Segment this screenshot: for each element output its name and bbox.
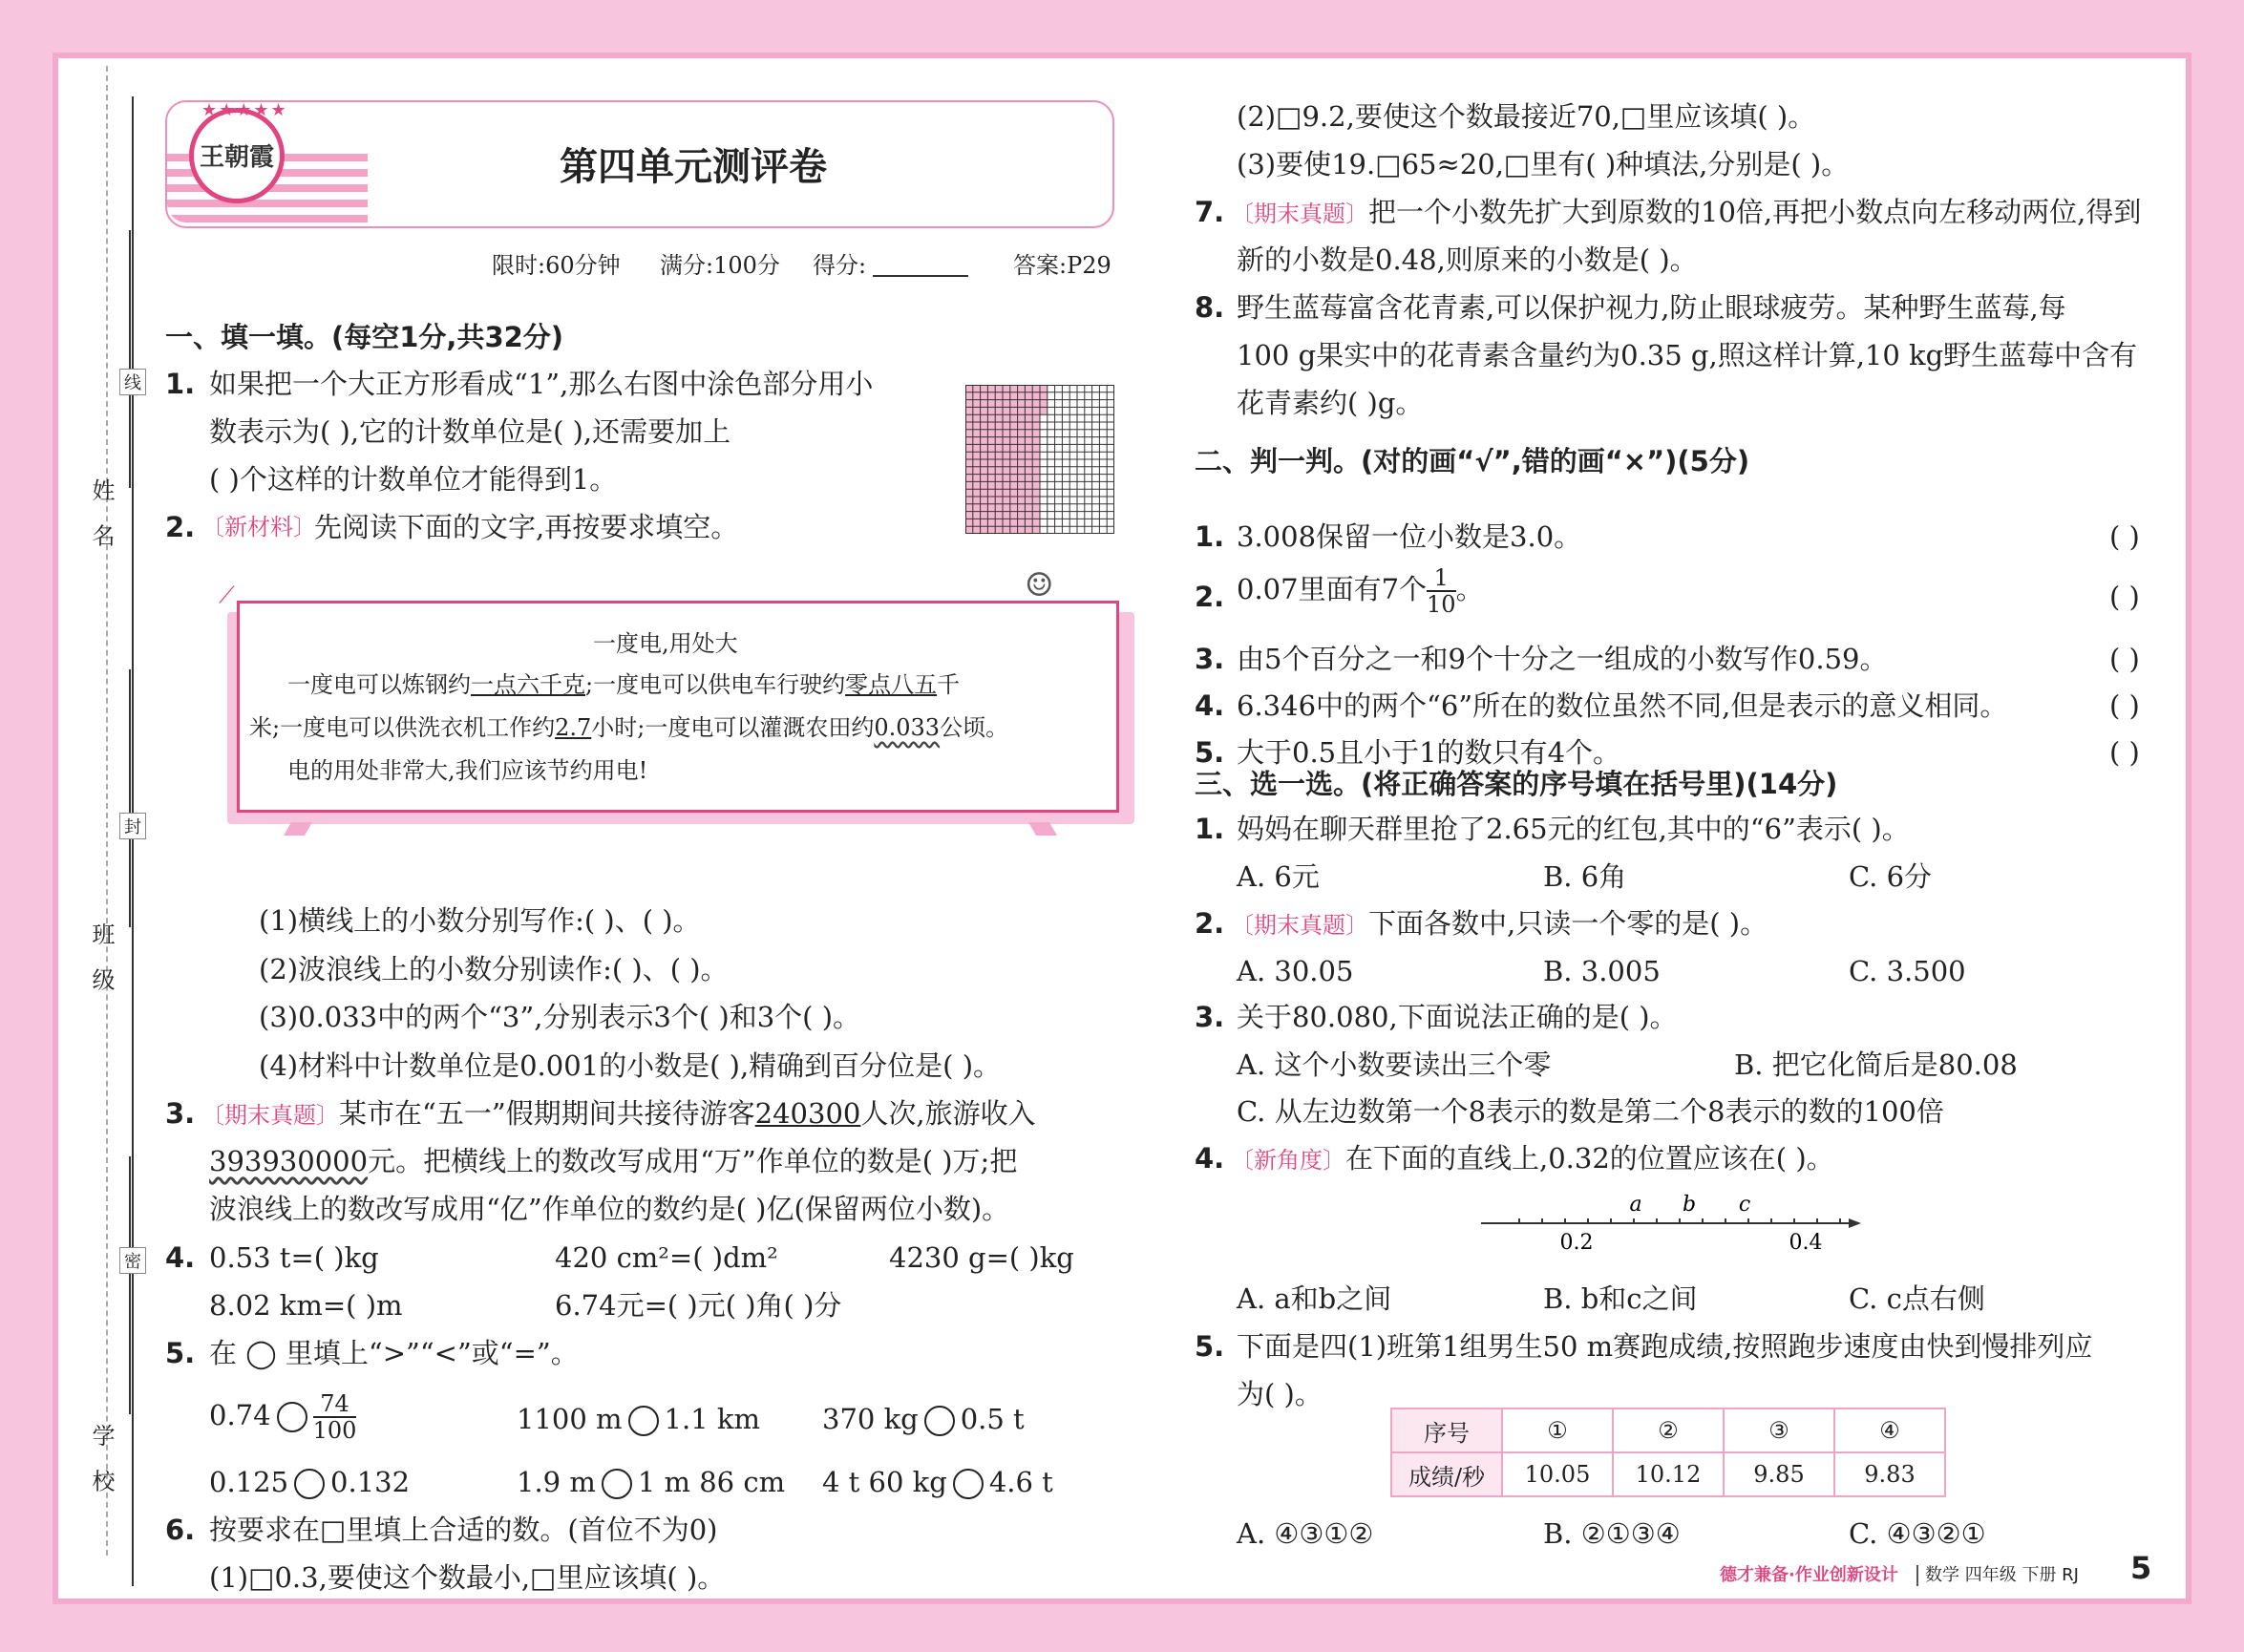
judge-item-text: 3.008保留一位小数是3.0。 <box>1237 520 1582 553</box>
q4-a[interactable]: 0.53 t=( )kg <box>209 1241 379 1274</box>
s3-q5-option-a[interactable]: A. ④③①② <box>1237 1517 1374 1550</box>
binding-class-field[interactable] <box>106 669 131 927</box>
table-cell-2: 10.12 <box>1613 1452 1724 1496</box>
s3-q4-stem: 在下面的直线上,0.32的位置应该在( )。 <box>1345 1142 1834 1175</box>
s3-q2-number: 2. <box>1195 907 1225 940</box>
s3-q4-option-c[interactable]: C. c点右侧 <box>1849 1282 1985 1315</box>
q5-c1-num: 74 <box>313 1391 357 1418</box>
footer-brand: 德才兼备·作业创新设计 <box>1720 1565 1898 1585</box>
table-header-id: 序号 <box>1391 1408 1502 1452</box>
q5-c5-circle[interactable] <box>602 1469 632 1499</box>
q5-c3-left: 370 kg <box>822 1403 919 1435</box>
nl-label-c: c <box>1738 1193 1751 1217</box>
s3-q1-number: 1. <box>1195 813 1225 845</box>
q1-line3[interactable]: ( )个这样的计数单位才能得到1。 <box>209 463 618 496</box>
page-number: 5 <box>2130 1550 2152 1586</box>
q4-e[interactable]: 6.74元=( )元( )角( )分 <box>555 1289 842 1322</box>
footer-subject: 数学 四年级 下册 RJ <box>1925 1565 2079 1585</box>
judge-item-tail: 。 <box>1455 573 1484 605</box>
q3-l2a: 393930000 <box>209 1145 369 1177</box>
q5-c4-circle[interactable] <box>294 1469 325 1499</box>
s3-q1-option-b[interactable]: B. 6角 <box>1543 860 1627 893</box>
page-title: 第四单元测评卷 <box>560 145 827 189</box>
binding-name-field[interactable] <box>106 230 131 488</box>
binding-mark-feng: 封 <box>119 813 146 839</box>
q3-l1b: 240300 <box>754 1097 861 1130</box>
q6-line1: 按要求在□里填上合适的数。(首位不为0) <box>209 1514 718 1546</box>
q8-line2: 100 g果实中的花青素含量约为0.35 g,照这样计算,10 kg野生蓝莓中含有 <box>1237 339 2138 371</box>
judge-item-number: 1. <box>1195 520 1225 553</box>
s3-q1-option-c[interactable]: C. 6分 <box>1849 860 1933 893</box>
q5-c6-circle[interactable] <box>953 1469 984 1499</box>
q5-c2-left: 1100 m <box>517 1403 623 1435</box>
binding-school-label: 学 校 <box>88 1424 115 1500</box>
q5-c2-right: 1.1 km <box>664 1403 760 1435</box>
q5-compare4 <box>209 1464 410 1500</box>
info-answer: 答案:P29 <box>1013 252 1111 279</box>
judge-item-text: 6.346中的两个“6”所在的数位虽然不同,但是表示的意义相同。 <box>1237 689 2008 722</box>
s3-q2-option-a[interactable]: A. 30.05 <box>1237 955 1354 987</box>
q8-line1: 野生蓝莓富含花青素,可以保护视力,防止眼球疲劳。某种野生蓝莓,每 <box>1237 291 2066 324</box>
card-sparkle-icon: ⟋ <box>219 582 235 608</box>
q8-number: 8. <box>1195 291 1225 324</box>
card-title: 一度电,用处大 <box>593 630 738 657</box>
q3-number: 3. <box>165 1097 196 1130</box>
q5-c5-right: 1 m 86 cm <box>637 1466 786 1498</box>
judge-answer-paren[interactable]: ( ) <box>2109 581 2140 613</box>
s3-q3-option-a[interactable]: A. 这个小数要读出三个零 <box>1237 1048 1552 1081</box>
judge-item-stem: 0.07里面有7个 <box>1237 573 1428 605</box>
fraction-numerator: 1 <box>1427 565 1456 592</box>
info-get: 得分: <box>813 252 867 279</box>
judge-item-text: 由5个百分之一和9个十分之一组成的小数写作0.59。 <box>1237 643 1888 675</box>
nl-label-b: b <box>1682 1193 1697 1217</box>
card-l1c: ;一度电可以供电车行驶约 <box>585 671 846 698</box>
q6-sub1[interactable]: (1)□0.3,要使这个数最小,□里应该填( )。 <box>209 1561 726 1594</box>
section3-heading: 三、选一选。(将正确答案的序号填在括号里)(14分) <box>1195 768 1838 800</box>
table-header-4: ④ <box>1834 1408 1945 1452</box>
number-line-arrow-icon <box>1849 1218 1861 1228</box>
table-row-label: 成绩/秒 <box>1391 1452 1502 1496</box>
q1-line2[interactable]: 数表示为( ),它的计数单位是( ),还需要加上 <box>209 415 731 448</box>
q7-l1: 把一个小数先扩大到原数的10倍,再把小数点向左移动两位,得到 <box>1368 196 2142 228</box>
binding-mark-xian: 线 <box>119 369 146 395</box>
q5-c2-circle[interactable] <box>628 1406 659 1436</box>
q2-sub2[interactable]: (2)波浪线上的小数分别读作:( )、( )。 <box>259 953 729 985</box>
s3-q5-number: 5. <box>1195 1330 1225 1363</box>
q1-grid-svg <box>965 385 1114 534</box>
table-header-3: ③ <box>1724 1408 1834 1452</box>
nl-tick-02: 0.2 <box>1559 1231 1594 1255</box>
s3-q3-number: 3. <box>1195 1001 1225 1033</box>
binding-school-field[interactable] <box>106 1156 131 1414</box>
q4-d[interactable]: 8.02 km=( )m <box>209 1289 403 1322</box>
q3-line1 <box>201 1095 1036 1133</box>
q8-line3[interactable]: 花青素约( )g。 <box>1237 387 1424 419</box>
alien-mascot-icon: ☺ <box>1025 566 1054 604</box>
nl-tick-04: 0.4 <box>1789 1231 1823 1255</box>
judge-item-fraction <box>1427 565 1456 617</box>
q4-b[interactable]: 420 cm²=( )dm² <box>555 1241 778 1274</box>
card-l2e: 公顷。 <box>940 714 1009 741</box>
judge-answer-paren[interactable]: ( ) <box>2109 689 2140 722</box>
s3-q3-text[interactable]: 关于80.080,下面说法正确的是( )。 <box>1237 1001 1678 1033</box>
nl-label-a: a <box>1629 1193 1642 1217</box>
s3-q5-option-c[interactable]: C. ④③②① <box>1849 1517 1986 1550</box>
card-l2d: 0.033 <box>874 714 941 741</box>
q5-line1: 在 ◯ 里填上“>”“<”或“=”。 <box>209 1337 579 1369</box>
q6-number: 6. <box>165 1514 196 1546</box>
s3-q3-option-c[interactable]: C. 从左边数第一个8表示的数是第二个8表示的数的100倍 <box>1237 1095 1944 1128</box>
fraction-denominator: 10 <box>1427 591 1456 618</box>
judge-item-number: 3. <box>1195 643 1225 675</box>
judge-answer-paren[interactable]: ( ) <box>2109 736 2140 769</box>
q7-number: 7. <box>1195 196 1225 228</box>
q4-c[interactable]: 4230 g=( )kg <box>889 1241 1074 1274</box>
judge-answer-paren[interactable]: ( ) <box>2109 520 2140 553</box>
binding-name-label: 姓 名 <box>88 478 115 555</box>
card-line2 <box>249 710 1008 746</box>
s3-q1-text[interactable]: 妈妈在聊天群里抢了2.65元的红包,其中的“6”表示( )。 <box>1237 813 1910 845</box>
s3-q5-line1: 下面是四(1)班第1组男生50 m赛跑成绩,按照跑步速度由快到慢排列应 <box>1237 1330 2093 1363</box>
q3-tag: 〔期末真题〕 <box>201 1102 339 1129</box>
worksheet-page <box>53 53 2191 1604</box>
q5-c3-circle[interactable] <box>924 1406 955 1436</box>
q3-l2b: 元。把横线上的数改写成用“万”作单位的数是( )万;把 <box>368 1145 1018 1177</box>
q5-c6-left: 4 t 60 kg <box>822 1466 947 1498</box>
score-blank[interactable] <box>873 275 968 277</box>
number-line-svg <box>1481 1190 1863 1266</box>
table-cell-1: 10.05 <box>1502 1452 1613 1496</box>
binding-class-label: 班 级 <box>88 922 115 999</box>
card-l2b: 2.7 <box>555 714 592 741</box>
q2-sub3[interactable]: (3)0.033中的两个“3”,分别表示3个( )和3个( )。 <box>259 1001 861 1033</box>
card-l2c: 小时;一度电可以灌溉农田约 <box>591 714 875 741</box>
logo-badge <box>189 108 285 203</box>
q7-tag: 〔期末真题〕 <box>1231 201 1368 227</box>
info-score: 满分:100分 <box>660 252 780 279</box>
q5-c5-left: 1.9 m <box>517 1466 596 1498</box>
card-line3: 电的用处非常大,我们应该节约用电! <box>287 757 648 784</box>
s3-q2-option-b[interactable]: B. 3.005 <box>1543 955 1661 987</box>
card-line1 <box>287 667 960 703</box>
table-cell-4: 9.83 <box>1834 1452 1945 1496</box>
q5-c1-left: 0.74 <box>209 1399 271 1431</box>
q1-grid-figure <box>965 385 1114 538</box>
q2-sub4[interactable]: (4)材料中计数单位是0.001的小数是( ),精确到百分位是( )。 <box>259 1049 1002 1082</box>
footer-divider <box>1916 1565 1918 1586</box>
q5-compare2 <box>517 1401 760 1437</box>
judge-item-text: 大于0.5且小于1的数只有4个。 <box>1237 736 1621 769</box>
card-l2a: 米;一度电可以供洗衣机工作约 <box>249 714 556 741</box>
binding-mark-mi: 密 <box>119 1247 146 1274</box>
s3-q2-stem: 下面各数中,只读一个零的是( )。 <box>1368 907 1768 940</box>
card-l1b: 一点六千克 <box>471 671 585 698</box>
results-table <box>1390 1408 1946 1497</box>
table-header-1: ① <box>1502 1408 1613 1452</box>
q5-compare3 <box>822 1401 1025 1437</box>
q7-line1 <box>1231 194 2141 232</box>
q5-compare5 <box>517 1464 785 1500</box>
q6-sub2[interactable]: (2)□9.2,要使这个数最接近70,□里应该填( )。 <box>1237 100 1816 133</box>
q5-c3-right: 0.5 t <box>960 1403 1025 1435</box>
s3-q5-line2[interactable]: 为( )。 <box>1237 1378 1323 1410</box>
s3-q4-option-a[interactable]: A. a和b之间 <box>1237 1282 1392 1315</box>
q2-sub1[interactable]: (1)横线上的小数分别写作:( )、( )。 <box>259 904 701 937</box>
q5-c6-right: 4.6 t <box>988 1466 1053 1498</box>
q5-compare6 <box>822 1464 1053 1500</box>
s3-q2-text[interactable] <box>1231 905 1768 943</box>
q4-number: 4. <box>165 1241 196 1274</box>
s3-q4-option-b[interactable]: B. b和c之间 <box>1543 1282 1698 1315</box>
card-l1a: 一度电可以炼钢约 <box>287 671 471 698</box>
q1-line1: 如果把一个大正方形看成“1”,那么右图中涂色部分用小 <box>209 368 874 400</box>
card-l1d: 零点八五 <box>845 671 938 698</box>
binding-bar <box>132 96 134 1586</box>
q3-l1c: 人次,旅游收入 <box>860 1097 1036 1130</box>
judge-answer-paren[interactable]: ( ) <box>2109 643 2140 675</box>
s3-q2-tag: 〔期末真题〕 <box>1231 912 1368 939</box>
q5-c1-den: 100 <box>312 1417 357 1444</box>
q2-line1: 先阅读下面的文字,再按要求填空。 <box>314 511 739 543</box>
number-line-figure <box>1481 1190 1863 1270</box>
logo-text: 王朝霞 <box>199 143 274 172</box>
table-cell-3: 9.85 <box>1724 1452 1834 1496</box>
card-leg-left <box>284 822 312 836</box>
q3-line3[interactable]: 波浪线上的数改写成用“亿”作单位的数约是( )亿(保留两位小数)。 <box>209 1193 1010 1225</box>
judge-item-number: 4. <box>1195 689 1225 722</box>
s3-q4-number: 4. <box>1195 1142 1225 1175</box>
info-time: 限时:60分钟 <box>492 252 621 279</box>
q3-line2[interactable] <box>209 1143 1017 1179</box>
q6-sub3[interactable]: (3)要使19.□65≈20,□里有( )种填法,分别是( )。 <box>1237 148 1850 180</box>
q7-line2[interactable]: 新的小数是0.48,则原来的小数是( )。 <box>1237 244 1698 276</box>
q5-c4-left: 0.125 <box>209 1466 289 1498</box>
s3-q2-option-c[interactable]: C. 3.500 <box>1849 955 1966 987</box>
q5-c1-circle[interactable] <box>277 1402 307 1432</box>
q1-number: 1. <box>165 368 196 400</box>
section1-heading: 一、填一填。(每空1分,共32分) <box>165 321 564 353</box>
judge-item-number: 5. <box>1195 736 1225 769</box>
s3-q5-option-b[interactable]: B. ②①③④ <box>1543 1517 1681 1550</box>
q5-compare1 <box>209 1391 356 1443</box>
q5-number: 5. <box>165 1337 196 1369</box>
s3-q4-tag: 〔新角度〕 <box>1231 1147 1345 1174</box>
s3-q4-text[interactable] <box>1231 1140 1834 1178</box>
judge-item-text <box>1237 565 1484 617</box>
section2-heading: 二、判一判。(对的画“√”,错的画“×”)(5分) <box>1195 445 1750 477</box>
judge-item-number: 2. <box>1195 581 1225 613</box>
q2-number: 2. <box>165 511 196 543</box>
q3-l1a: 某市在“五一”假期期间共接待游客 <box>339 1097 755 1130</box>
card-leg-right <box>1028 822 1057 836</box>
card-l1e: 千 <box>937 671 961 698</box>
s3-q1-option-a[interactable]: A. 6元 <box>1237 860 1320 893</box>
s3-q3-option-b[interactable]: B. 把它化简后是80.08 <box>1734 1048 2018 1081</box>
q5-c4-right: 0.132 <box>330 1466 411 1498</box>
table-header-2: ② <box>1613 1408 1724 1452</box>
q5-c1-frac <box>313 1391 357 1443</box>
logo-stars-icon: ★★★★★ <box>201 100 288 120</box>
q2-tag: 〔新材料〕 <box>201 514 316 540</box>
